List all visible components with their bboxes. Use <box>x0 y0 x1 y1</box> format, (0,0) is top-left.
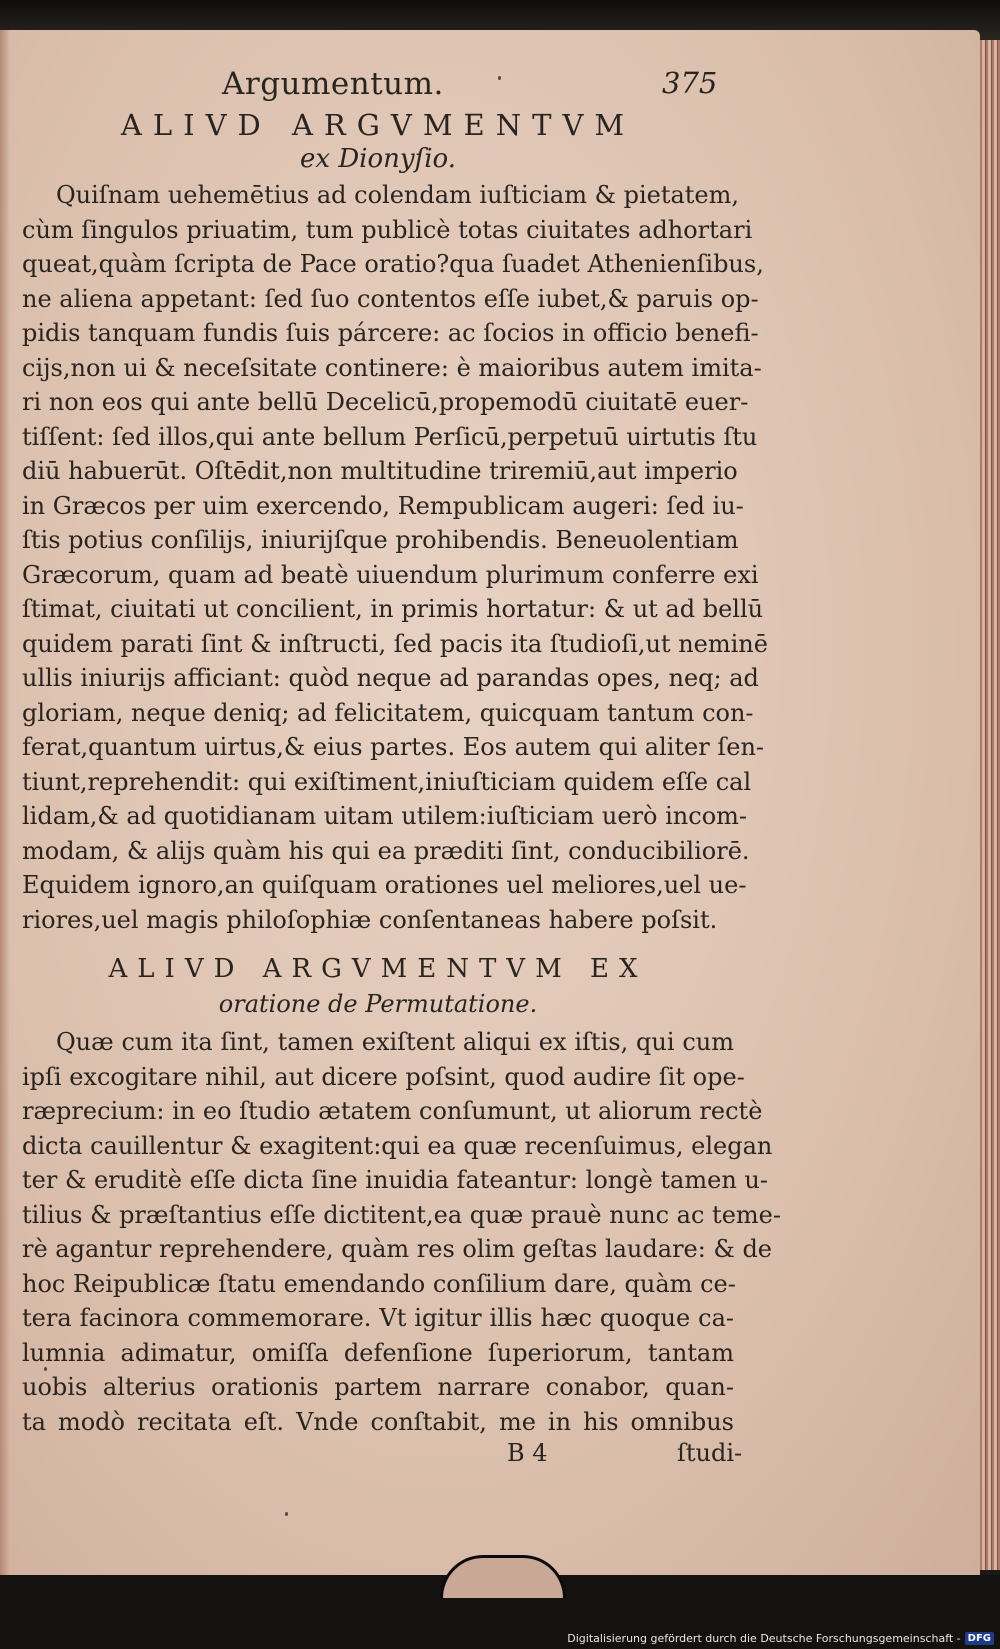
text-line: in Græcos per uim exercendo, Rempublicam augeri: ſed iu- <box>22 491 744 520</box>
section2-subheading: oratione de Permutatione. <box>218 990 538 1018</box>
catchword: ſtudi- <box>677 1439 743 1467</box>
text-line: tilius & præſtantius eſſe dictitent,ea quæ prauè nunc ac teme- <box>22 1200 781 1229</box>
text-line: gloriam, neque deniq; ad felicitatem, quicquam tantum con- <box>22 698 754 727</box>
text-line: hoc Reipublicæ ſtatu emendando conſilium dare, quàm ce- <box>22 1269 736 1298</box>
text-line: riores,uel magis philoſophiæ conſentaneas habere poſsit. <box>22 905 718 934</box>
section1-heading: ALIVD ARGVMENTVM <box>120 108 636 142</box>
text-line: Quiſnam uehemētius ad colendam iuſticiam & pietatem, <box>56 181 740 209</box>
text-line: ferat,quantum uirtus,& eius partes. Eos autem qui aliter ſen- <box>22 733 765 761</box>
ink-spot <box>285 1512 288 1516</box>
text-line: tiſſent: ſed illos,qui ante bellum Perſicū,perpetuū uirtutis ſtu <box>22 422 758 451</box>
text-line: queat,quàm ſcripta de Pace oratio?qua ſuadet Athenienſibus, <box>22 250 764 278</box>
text-line: Equidem ignoro,an quiſquam orationes uel meliores,uel ue- <box>22 871 747 899</box>
running-title: Argumentum. <box>222 66 444 102</box>
text-line: rè agantur reprehendere, quàm res olim geſtas laudare: & de <box>22 1235 773 1263</box>
text-line: ter & eruditè eſſe dicta ſine inuidia fateantur: longè tamen u- <box>22 1166 768 1194</box>
signature-mark: B 4 <box>507 1439 548 1467</box>
text-line: cijs,non ui & neceſsitate continere: è maioribus autem imita- <box>22 353 762 382</box>
text-line: ta modò recitata eſt. Vnde conſtabit, me in his omnibus <box>22 1407 734 1436</box>
digitization-credit <box>567 1632 994 1645</box>
page-footer <box>22 1439 743 1471</box>
section1-body <box>22 178 768 937</box>
text-line: pidis tanquam fundis ſuis párcere: ac ſocios in officio benefi- <box>22 319 759 347</box>
section2-body <box>22 1025 781 1439</box>
text-line: ipſi excogitare nihil, aut dicere poſsint, quod audire ſit ope- <box>22 1062 745 1091</box>
text-line: ri non eos qui ante bellū Decelicū,propemodū ciuitatē euer- <box>22 388 749 416</box>
text-line: ullis iniurijs afficiant: quòd neque ad parandas opes, neq; ad <box>22 664 759 692</box>
text-line: uobis alterius orationis partem narrare conabor, quan- <box>22 1373 734 1401</box>
text-line: quidem parati ſint & inſtructi, ſed pacis ita ſtudioſi,ut neminē <box>22 629 768 658</box>
text-line: tera facinora commemorare. Vt igitur illis hæc quoque ca- <box>22 1304 734 1332</box>
text-line: lumnia adimatur, omiſſa defenſione ſuperiorum, tantam <box>22 1338 734 1367</box>
text-line: ſtis potius conſilijs, iniurijſque prohibendis. Beneuolentiam <box>22 526 739 554</box>
running-head <box>22 66 734 106</box>
dfg-logo: DFG <box>965 1632 994 1645</box>
page-number: 375 <box>662 66 718 100</box>
text-line: tiunt,reprehendit: qui exiſtiment,iniuſticiam quidem eſſe cal <box>22 767 752 796</box>
text-line: cùm ſingulos priuatim, tum publicè totas ciuitates adhortari <box>22 215 753 244</box>
text-line: dicta cauillentur & exagitent:qui ea quæ recenſuimus, elegan <box>22 1131 773 1160</box>
page-gutter <box>0 30 10 1575</box>
page-text <box>22 66 781 1471</box>
page-edges <box>980 40 1000 1570</box>
text-line: Græcorum, quam ad beatè uiuendum plurimum conferre exi <box>22 560 759 589</box>
text-line: ræprecium: in eo ſtudio ætatem conſumunt, ut aliorum rectè <box>22 1097 763 1125</box>
section2-heading: ALIVD ARGVMENTVM EX <box>108 954 648 984</box>
section1-subheading: ex Dionyſio. <box>300 144 456 174</box>
text-line: Quæ cum ita ſint, tamen exiſtent aliqui ex iſtis, qui cum <box>56 1028 734 1056</box>
text-line: modam, & alijs quàm his qui ea præditi ſint, conducibiliorē. <box>22 836 750 865</box>
text-line: ne aliena appetant: ſed ſuo contentos eſſe iubet,& paruis op- <box>22 284 759 313</box>
credit-text: Digitalisierung gefördert durch die Deutsche Forschungsgemeinschaft - <box>567 1632 961 1645</box>
text-line: ſtimat, ciuitati ut concilient, in primis hortatur: & ut ad bellū <box>22 595 764 623</box>
text-line: diū habuerūt. Oſtēdit,non multitudine triremiū,aut imperio <box>22 457 738 485</box>
book-clasp <box>440 1555 566 1598</box>
text-line: lidam,& ad quotidianam uitam utilem:iuſticiam uerò incom- <box>22 802 748 830</box>
